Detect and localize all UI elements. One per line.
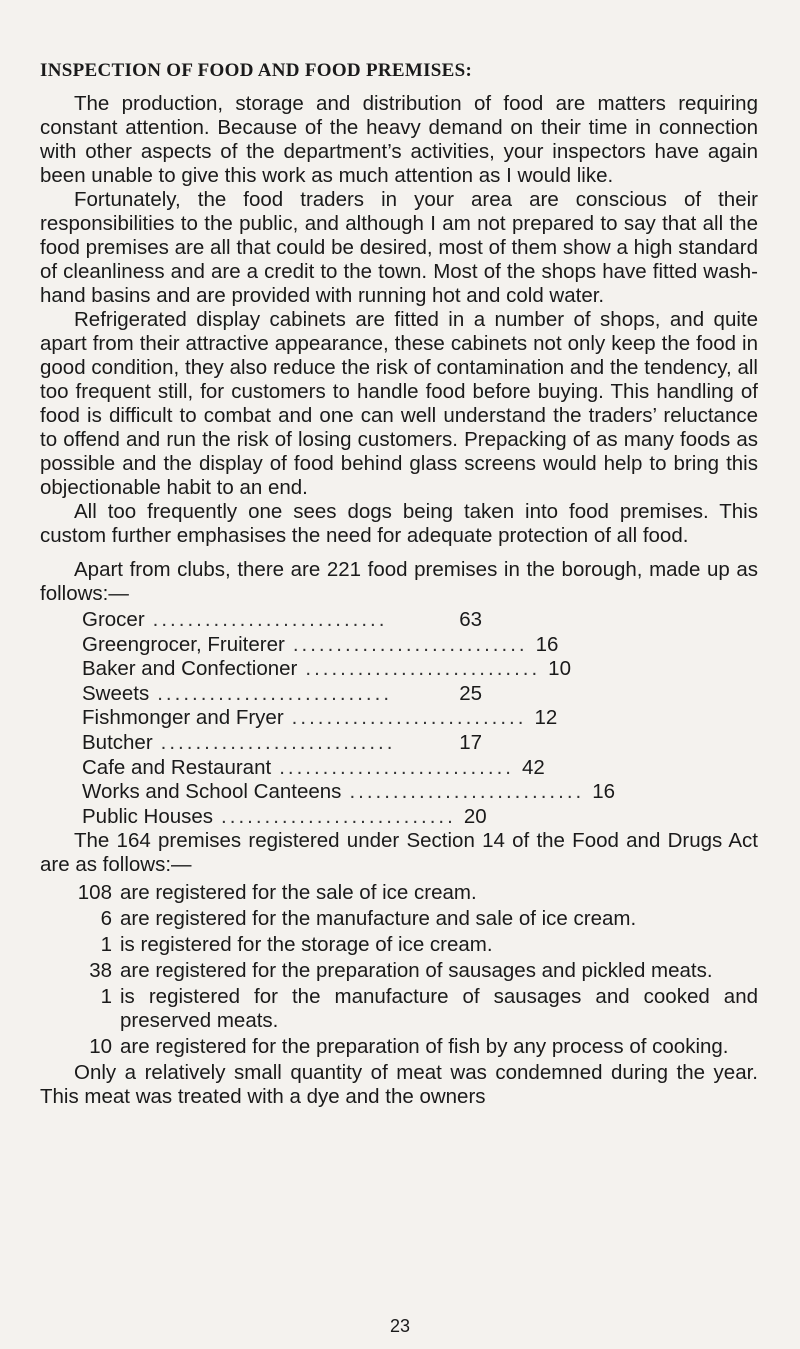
registered-text: are registered for the sale of ice cream.	[120, 881, 477, 905]
premises-count: 17	[459, 730, 482, 754]
premises-row	[82, 804, 487, 830]
premises-name: Grocer	[82, 608, 145, 631]
leader-dots: ...........................	[291, 706, 527, 730]
leader-dots: ...........................	[221, 804, 456, 828]
leader-dots: ...........................	[160, 730, 396, 754]
premises-count: 63	[459, 608, 482, 631]
document-body	[40, 92, 758, 1109]
paragraph-traders: Fortunately, the food traders in your area are conscious of their responsibilities to the public, and although I am not prepared to say that all the food premises are all that could be desired, most of them show a high standard of cleanliness and are a credit to the town. Most of the shops have fitted wash-hand basins and are provided with running hot and cold water.	[40, 188, 758, 307]
premises-count: 12	[534, 706, 558, 730]
paragraph-dogs: All too frequently one sees dogs being taken into food premises. This custom further emphasises the need for adequate protection of all food.	[40, 500, 758, 547]
registered-text: is registered for the storage of ice cream.	[120, 933, 493, 957]
document-page	[40, 58, 758, 1109]
paragraph-production: The production, storage and distribution of food are matters requiring constant attention. Because of the heavy demand on their time in connection with other aspects of the department’s activities, your inspectors have again been unable to give this work as much attention as I would like.	[40, 92, 758, 187]
premises-row	[82, 706, 558, 731]
premises-count: 25	[459, 681, 482, 705]
premises-row	[82, 657, 571, 682]
premises-row	[82, 780, 616, 805]
registered-item	[40, 907, 758, 931]
premises-count: 16	[592, 780, 616, 804]
premises-name: Fishmonger and Fryer	[82, 706, 284, 730]
premises-count: 10	[548, 657, 571, 681]
leader-dots: ...........................	[349, 780, 585, 804]
registered-count: 10	[89, 1035, 112, 1059]
registered-text: are registered for the preparation of sausages and pickled meats.	[120, 959, 713, 983]
registered-count: 38	[89, 959, 112, 983]
leader-dots: ...........................	[157, 681, 393, 705]
premises-count: 42	[521, 755, 545, 779]
premises-row	[82, 731, 482, 756]
premises-list	[82, 608, 616, 829]
leader-dots: ...........................	[305, 657, 541, 681]
paragraph-refrigerated: Refrigerated display cabinets are fitted in a number of shops, and quite apart from their attractive appearance, these cabinets not only keep the food in good condition, they also reduce the risk of contamination and the tendency, all too frequent still, for customers to handle food before buying. This handling of food is difficult to combat and one can well understand the traders’ reluctance to offend and run the risk of losing customers. Prepacking of as many foods as possible and the display of food behind glass screens would help to bring this objectionable habit to an end.	[40, 308, 758, 499]
premises-count: 16	[535, 632, 559, 656]
premises-name: Greengrocer, Fruiterer	[82, 632, 285, 656]
premises-name: Public Houses	[82, 804, 214, 828]
premises-row	[82, 632, 559, 658]
registered-count: 1	[100, 933, 112, 957]
premises-name: Baker and Confectioner	[82, 657, 298, 681]
paragraph-closing: Only a relatively small quantity of meat was condemned during the year. This meat was treated with a dye and the owners	[40, 1061, 758, 1109]
spacer	[40, 548, 758, 558]
registered-item	[40, 881, 758, 905]
registered-text: is registered for the manufacture of sausages and cooked and preserved meats.	[120, 985, 758, 1033]
registered-item	[40, 1035, 758, 1059]
registered-intro: The 164 premises registered under Section 14 of the Food and Drugs Act are as follows:—	[40, 829, 758, 877]
premises-row	[82, 755, 545, 781]
premises-name: Butcher	[82, 730, 153, 754]
premises-count: 20	[463, 804, 487, 828]
leader-dots: ...........................	[152, 608, 388, 631]
leader-dots: ...........................	[279, 755, 514, 779]
registered-item	[40, 959, 758, 983]
premises-name: Sweets	[82, 681, 150, 705]
registered-text: are registered for the preparation of fish by any process of cooking.	[120, 1035, 729, 1059]
registered-item	[40, 985, 758, 1033]
registered-count: 108	[77, 881, 112, 905]
section-heading: INSPECTION OF FOOD AND FOOD PREMISES:	[40, 60, 473, 81]
registered-count: 6	[100, 907, 112, 931]
page-number: 23	[389, 1316, 411, 1336]
premises-row	[82, 608, 482, 633]
premises-name: Cafe and Restaurant	[82, 755, 272, 779]
premises-intro: Apart from clubs, there are 221 food premises in the borough, made up as follows:—	[40, 558, 758, 605]
registered-item	[40, 933, 758, 957]
registered-count: 1	[100, 985, 112, 1009]
premises-row	[82, 682, 482, 707]
leader-dots: ...........................	[292, 632, 528, 656]
registered-list	[40, 881, 758, 1059]
registered-text: are registered for the manufacture and sale of ice cream.	[120, 907, 637, 931]
premises-name: Works and School Canteens	[82, 780, 342, 804]
